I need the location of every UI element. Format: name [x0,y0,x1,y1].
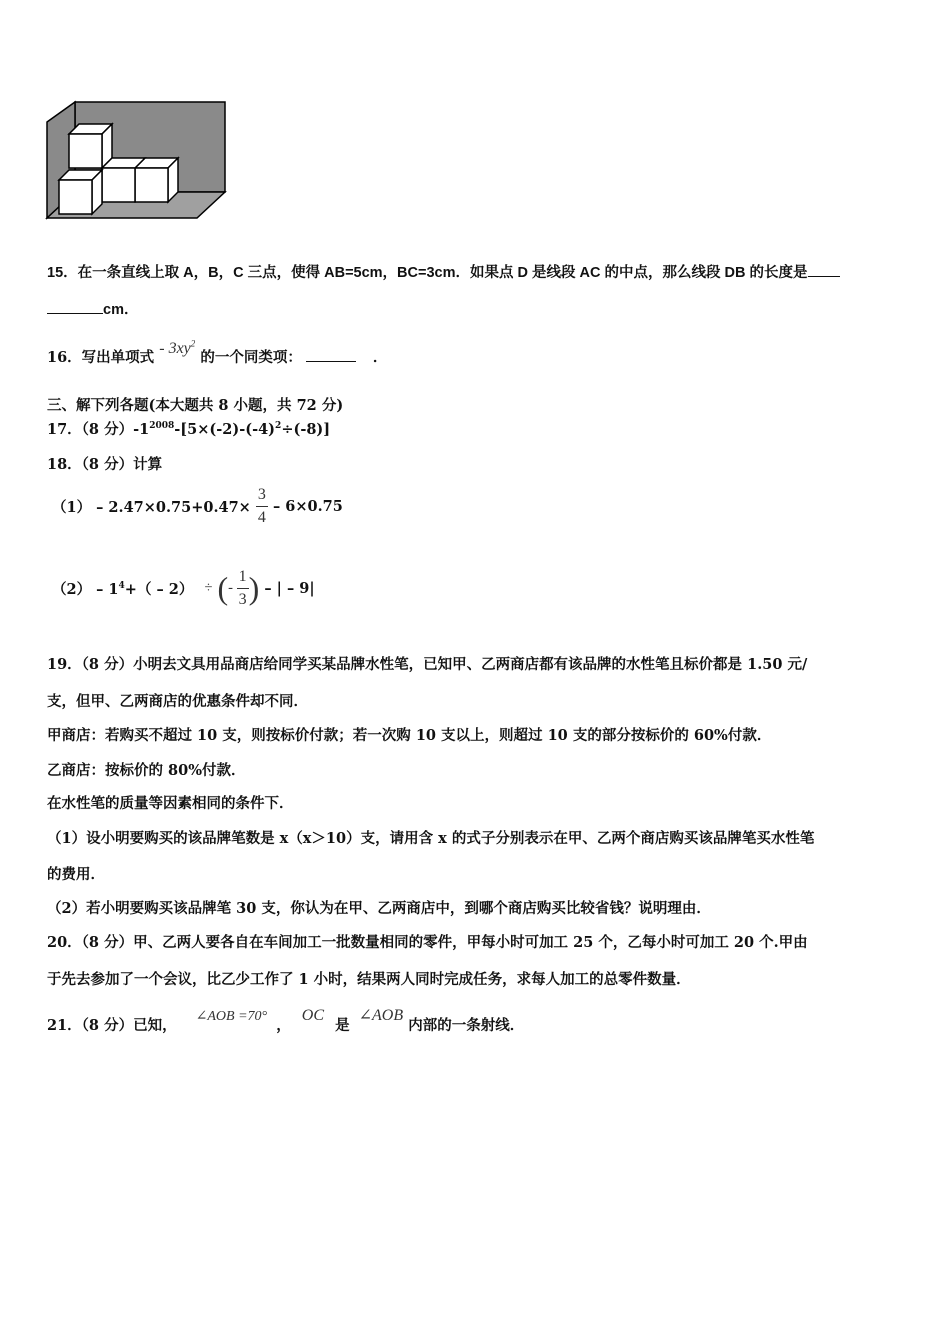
q18-p1-denominator: 4 [257,509,266,526]
q18-p1-suffix: – 6×0.75 [272,498,343,515]
cube-bottom-right [135,158,178,202]
q17-exp2: 2 [275,421,282,432]
q16 [47,338,388,367]
q16-suffix: 的一个同类项： [200,349,302,366]
q16-monomial: - $3xy^2$ [159,338,196,357]
q18-p1-numerator: 3 [257,486,266,503]
q21-mid: 是 [335,1017,350,1034]
q18-part1 [52,486,343,527]
q15-unit: cm． [103,302,139,318]
q18-title: 18．（8 分）计算 [47,456,163,473]
q18-p2-numerator: 1 [238,568,247,585]
q20-line2: 于先去参加了一个会议，比乙少工作了 1 小时，结果两人同时完成任务，求每人加工的总零件数量． [47,971,691,988]
q18-part2 [52,568,315,609]
q18-p1-prefix: （1） – 2.47×0.75+0.47× [52,499,251,516]
q18-p2-divide: ÷ [204,580,213,596]
q18-p2-paren-expr: (- $\frac{1}{3}$ ) [217,568,260,608]
q16-blank [306,360,356,362]
q19-line3: 甲商店：若购买不超过 10 支，则按标价付款；若一次购 10 支以上，则超过 10 支的部分按标价的 60%付款． [47,727,772,744]
q15-line1 [47,261,840,282]
q21-comma: ， [276,1017,291,1034]
q15-text: 15．在一条直线上取 A，B，C 三点，使得 AB=5cm，BC=3cm．如果点 D 是线段 AC 的中点，那么线段 DB 的长度是 [47,265,808,281]
q21-suffix: 内部的一条射线． [408,1017,525,1034]
q18-p1-fraction [256,486,268,527]
q21-angle-aob: ∠AOB [358,1007,404,1024]
cube-top [69,124,112,168]
q17-middle: -[5×(-2)-(-4) [174,421,276,438]
q17 [47,418,330,439]
q17-prefix: 17．（8 分）-1 [47,421,150,438]
q20-line1: 20．（8 分）甲、乙两人要各自在车间加工一批数量相同的零件，甲每小时可加工 25 个，乙每小时可加工 20 个.甲由 [47,934,808,951]
q19-line6: （1）设小明要购买的该品牌笔数是 x（x＞10）支，请用含 x 的式子分别表示在甲、乙两个商店购买该品牌笔买水性笔 [47,830,815,847]
q15-blank-2 [47,312,103,314]
q17-exp1: 2008 [149,421,175,432]
q15-line2 [47,298,138,319]
q17-end: ÷(-8)] [281,421,331,438]
q19-line2: 支，但甲、乙两商店的优惠条件却不同． [47,693,308,710]
q19-line8: （2）若小明要购买该品牌笔 30 支，你认为在甲、乙两商店中，到哪个商店购买比较省钱？说明理由． [47,900,711,917]
cube-bottom-left [59,170,102,214]
q19-line7: 的费用． [47,866,105,883]
q16-end: ． [372,349,388,366]
q18-p2-denominator: 3 [238,591,247,608]
q19-line5: 在水性笔的质量等因素相同的条件下． [47,795,294,812]
q18-p2-suffix: – | – 9| [264,580,315,597]
q16-prefix: 16．写出单项式 [47,349,155,366]
q19-line1: 19．（8 分）小明去文具用品商店给同学买某品牌水性笔，已知甲、乙两商店都有该品牌的水性笔且标价都是 1.50 元/ [47,656,808,673]
q15-blank-1 [808,275,840,277]
q21-ray-oc: OC [301,1007,324,1024]
q19-line4: 乙商店：按标价的 80%付款． [47,762,246,779]
q21 [47,1007,525,1035]
q21-angle-aob-70: ∠AOB =70° [195,1009,268,1024]
q21-prefix: 21．（8 分）已知， [47,1017,177,1034]
cube-stack-figure [45,100,227,224]
section3-heading: 三、解下列各题(本大题共 8 小题，共 72 分) [47,397,344,414]
q18-p2-prefix: $(2) - 1^4+( - 2)$ [52,581,194,598]
